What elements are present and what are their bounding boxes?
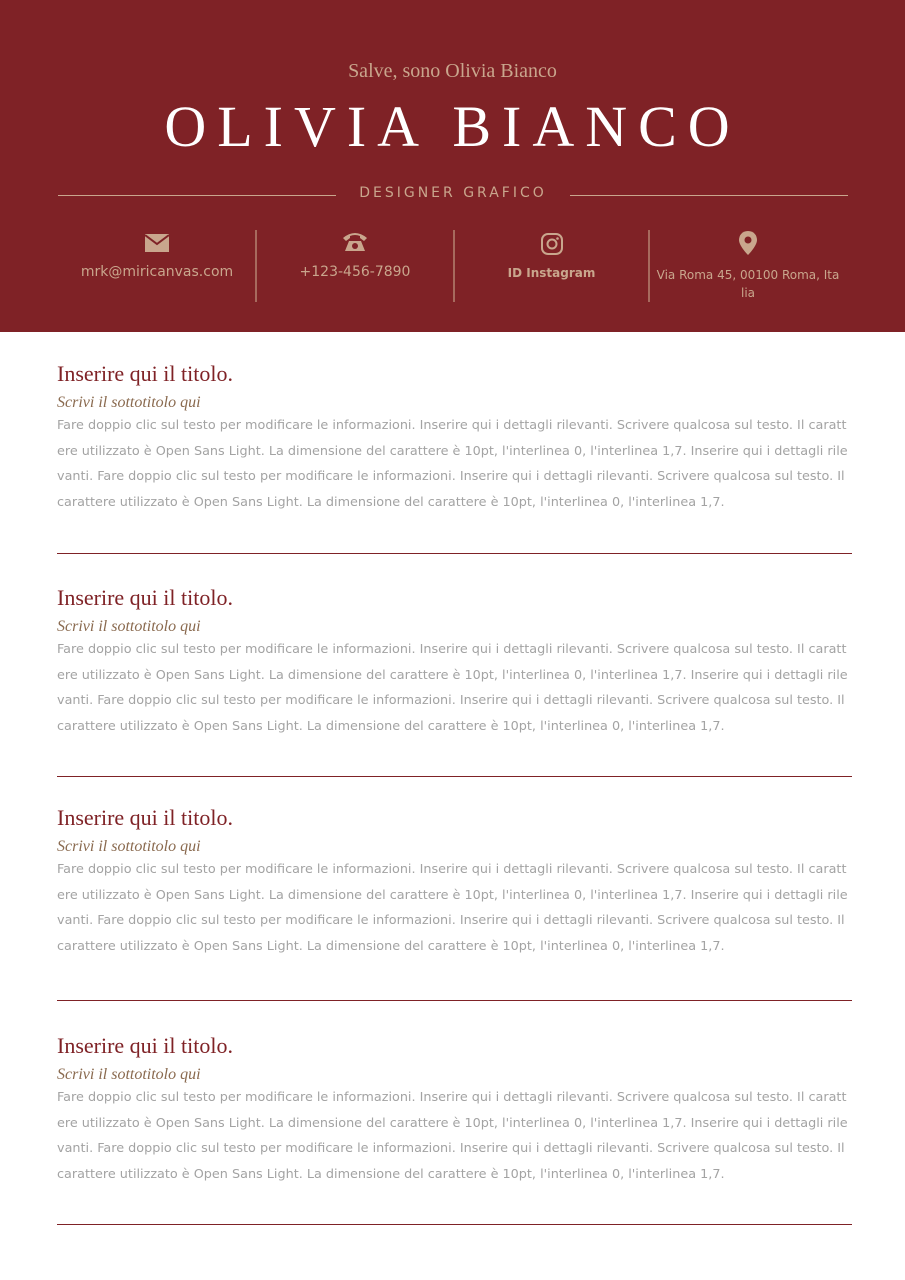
section-body: Fare doppio clic sul testo per modificare le informazioni. Inserire qui i dettagli rilevanti. Scrivere qualcosa sul testo. Il carattere utilizzato è Open Sans Light. La dimensione del carattere è 10pt, l'interlinea 0, l'interlinea 1,7. Inserire qui i dettagli rilevanti. Fare doppio clic sul testo per modificare le informazioni. Inserire qui i dettagli rilevanti. Scrivere qualcosa sul testo. Il carattere utilizzato è Open Sans Light. La dimensione del carattere è 10pt, l'interlinea 0, l'interlinea 1,7. [57,862,848,954]
resume-section [57,361,852,523]
location-pin-icon [656,228,840,258]
contact-phone [257,228,453,304]
contact-divider [648,230,650,302]
contact-email [58,228,256,304]
section-body: Fare doppio clic sul testo per modificare le informazioni. Inserire qui i dettagli rilevanti. Scrivere qualcosa sul testo. Il carattere utilizzato è Open Sans Light. La dimensione del carattere è 10pt, l'interlinea 0, l'interlinea 1,7. Inserire qui i dettagli rilevanti. Fare doppio clic sul testo per modificare le informazioni. Inserire qui i dettagli rilevanti. Scrivere qualcosa sul testo. Il carattere utilizzato è Open Sans Light. La dimensione del carattere è 10pt, l'interlinea 0, l'interlinea 1,7. [57,642,848,734]
section-title: Inserire qui il titolo. [57,585,233,610]
resume-header [0,0,905,332]
section-subtitle: Scrivi il sottotitolo qui [57,838,201,855]
resume-section [57,1033,852,1195]
instagram-icon [455,228,648,258]
section-rule [57,1224,852,1225]
email-text: mrk@miricanvas.com [80,264,234,280]
telephone-icon [257,228,453,258]
contact-instagram [455,228,648,304]
person-name: OLIVIA BIANCO [164,94,741,159]
section-rule [57,553,852,554]
resume-section [57,805,852,967]
section-rule [57,776,852,777]
envelope-icon [58,228,256,258]
instagram-text: ID Instagram [507,266,596,280]
section-title: Inserire qui il titolo. [57,361,233,386]
section-body: Fare doppio clic sul testo per modificare le informazioni. Inserire qui i dettagli rilevanti. Scrivere qualcosa sul testo. Il carattere utilizzato è Open Sans Light. La dimensione del carattere è 10pt, l'interlinea 0, l'interlinea 1,7. Inserire qui i dettagli rilevanti. Fare doppio clic sul testo per modificare le informazioni. Inserire qui i dettagli rilevanti. Scrivere qualcosa sul testo. Il carattere utilizzato è Open Sans Light. La dimensione del carattere è 10pt, l'interlinea 0, l'interlinea 1,7. [57,418,848,510]
phone-text: +123-456-7890 [299,264,411,280]
section-subtitle: Scrivi il sottotitolo qui [57,1066,201,1083]
address-text: Via Roma 45, 00100 Roma, Italia [656,268,840,300]
contact-address [656,228,840,304]
section-title: Inserire qui il titolo. [57,1033,233,1058]
section-body: Fare doppio clic sul testo per modificare le informazioni. Inserire qui i dettagli rilevanti. Scrivere qualcosa sul testo. Il carattere utilizzato è Open Sans Light. La dimensione del carattere è 10pt, l'interlinea 0, l'interlinea 1,7. Inserire qui i dettagli rilevanti. Fare doppio clic sul testo per modificare le informazioni. Inserire qui i dettagli rilevanti. Scrivere qualcosa sul testo. Il carattere utilizzato è Open Sans Light. La dimensione del carattere è 10pt, l'interlinea 0, l'interlinea 1,7. [57,1090,848,1182]
role-divider-left [58,195,336,196]
role-divider-right [570,195,848,196]
job-title: DESIGNER GRAFICO [359,185,547,201]
section-subtitle: Scrivi il sottotitolo qui [57,394,201,411]
section-subtitle: Scrivi il sottotitolo qui [57,618,201,635]
resume-section [57,585,852,747]
section-title: Inserire qui il titolo. [57,805,233,830]
section-rule [57,1000,852,1001]
greeting-text: Salve, sono Olivia Bianco [348,60,557,82]
